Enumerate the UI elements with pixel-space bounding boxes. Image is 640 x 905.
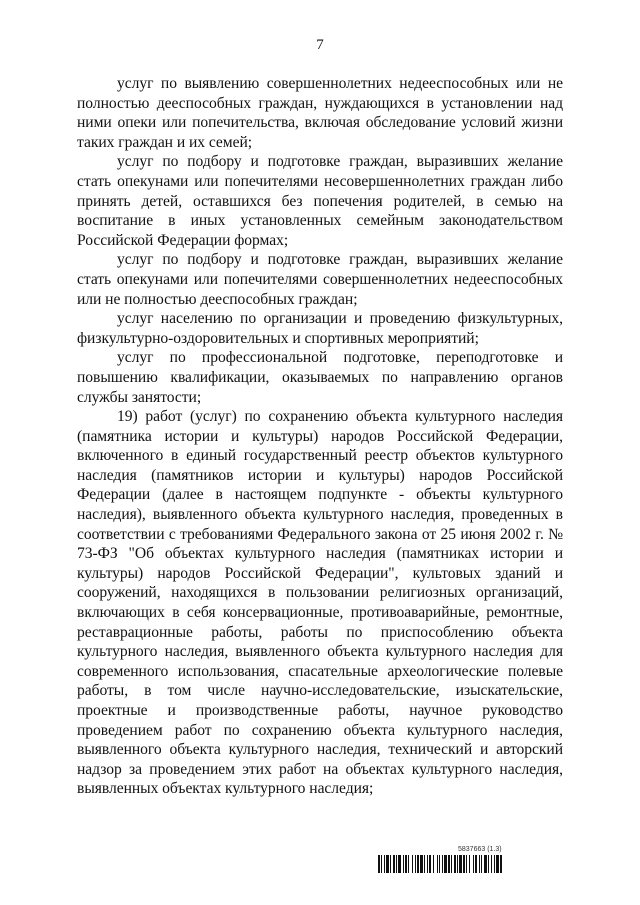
barcode-bar: [386, 855, 389, 873]
barcode-bar: [381, 855, 382, 873]
barcode-bar: [417, 855, 419, 873]
barcode-bar: [442, 855, 443, 873]
barcode-bar: [415, 855, 416, 873]
barcode-bar: [403, 855, 404, 873]
barcode-bar: [469, 855, 470, 873]
barcode-bar: [427, 855, 428, 873]
barcode-bar: [457, 855, 458, 873]
barcode-bar: [433, 855, 434, 873]
barcode-bar: [500, 855, 502, 873]
barcode-bar: [405, 855, 407, 873]
barcode-bar: [408, 855, 409, 873]
barcode-bar: [494, 855, 495, 873]
barcode-id: 5837663 (1.3): [458, 846, 502, 853]
barcode-bar: [384, 855, 385, 873]
paragraph-professional-training: услуг по профессиональной подготовке, переподготовке и повышению квалификации, оказываемых по направлению органов службы занятости;: [77, 349, 563, 406]
barcode-bar: [424, 855, 425, 873]
barcode: [378, 855, 564, 873]
barcode-bar: [444, 855, 447, 873]
barcode-bar: [491, 855, 492, 873]
paragraph-guardian-training-adults: услуг по подбору и подготовке граждан, выразивших желание стать опекунами или попечителями совершеннолетних недееспособных или не полностью дееспособных граждан;: [77, 251, 563, 308]
barcode-bar: [412, 855, 413, 873]
barcode-bar: [398, 855, 401, 873]
barcode-bar: [439, 855, 440, 873]
barcode-bar: [463, 855, 465, 873]
barcode-bar: [390, 855, 391, 873]
barcode-bar: [396, 855, 397, 873]
page-number: 7: [316, 37, 324, 53]
barcode-bar: [466, 855, 467, 873]
barcode-bar: [481, 855, 482, 873]
barcode-bar: [473, 855, 474, 873]
barcode-bar: [475, 855, 477, 873]
paragraph-sports-events: услуг населению по организации и проведению физкультурных, физкультурно-оздоровительных и спортивных мероприятий;: [77, 310, 563, 347]
barcode-bar: [488, 855, 489, 873]
barcode-bar: [448, 855, 450, 873]
paragraph-guardian-training-minors: услуг по подбору и подготовке граждан, выразивших желание стать опекунами или попечителями несовершеннолетних граждан либо принять детей, оставшихся без попечения родителей, в семью на воспитание в иных установленных семейным законодательством Российской Федерации формах;: [77, 153, 563, 249]
barcode-bar: [378, 855, 380, 873]
barcode-bar: [496, 855, 499, 873]
paragraph-item-19-cultural-heritage: 19) работ (услуг) по сохранению объекта культурного наследия (памятника истории и культуры) народов Российской Федерации, включенного в единый государственный реестр объектов культурного наследия (памятников истории и культуры) народов Российской Федерации (далее в настоящем подпункте - объекты культурного наследия), выявленного объекта культурного наследия, проведенных в соответствии с требованиями Федерального закона от 25 июня 2002 г. № 73-ФЗ "Об объектах культурного наследия (памятниках истории и культуры) народов Российской Федерации", культовых зданий и сооружений, находящихся в пользовании религиозных организаций, включающих в себя консервационные, противоаварийные, ремонтные, реставрационные работы, работы по приспособлению объекта культурного наследия, выявленного объекта культурного наследия для современного использования, спасательные археологические полевые работы, в том числе научно-исследовательские, изыскательские, проектные и производственные работы, научное руководство проведением работ по сохранению объекта культурного наследия, выявленного объекта культурного наследия, технический и авторский надзор за проведением этих работ на объектах культурного наследия, выявленных объектах культурного наследия;: [77, 408, 563, 798]
barcode-bar: [459, 855, 462, 873]
barcode-bar: [479, 855, 480, 873]
document-body: [77, 74, 563, 799]
barcode-bar: [454, 855, 456, 873]
barcode-bar: [429, 855, 431, 873]
barcode-bar: [420, 855, 423, 873]
barcode-bar: [451, 855, 452, 873]
barcode-bar: [484, 855, 487, 873]
barcode-bar: [393, 855, 395, 873]
barcode-bar: [437, 855, 438, 873]
paragraph-guardianship-adults: услуг по выявлению совершеннолетних недееспособных или не полностью дееспособных граждан, нуждающихся в установлении над ними опеки или попечительства, включая обследование условий жизни таких граждан и их семей;: [77, 75, 563, 151]
